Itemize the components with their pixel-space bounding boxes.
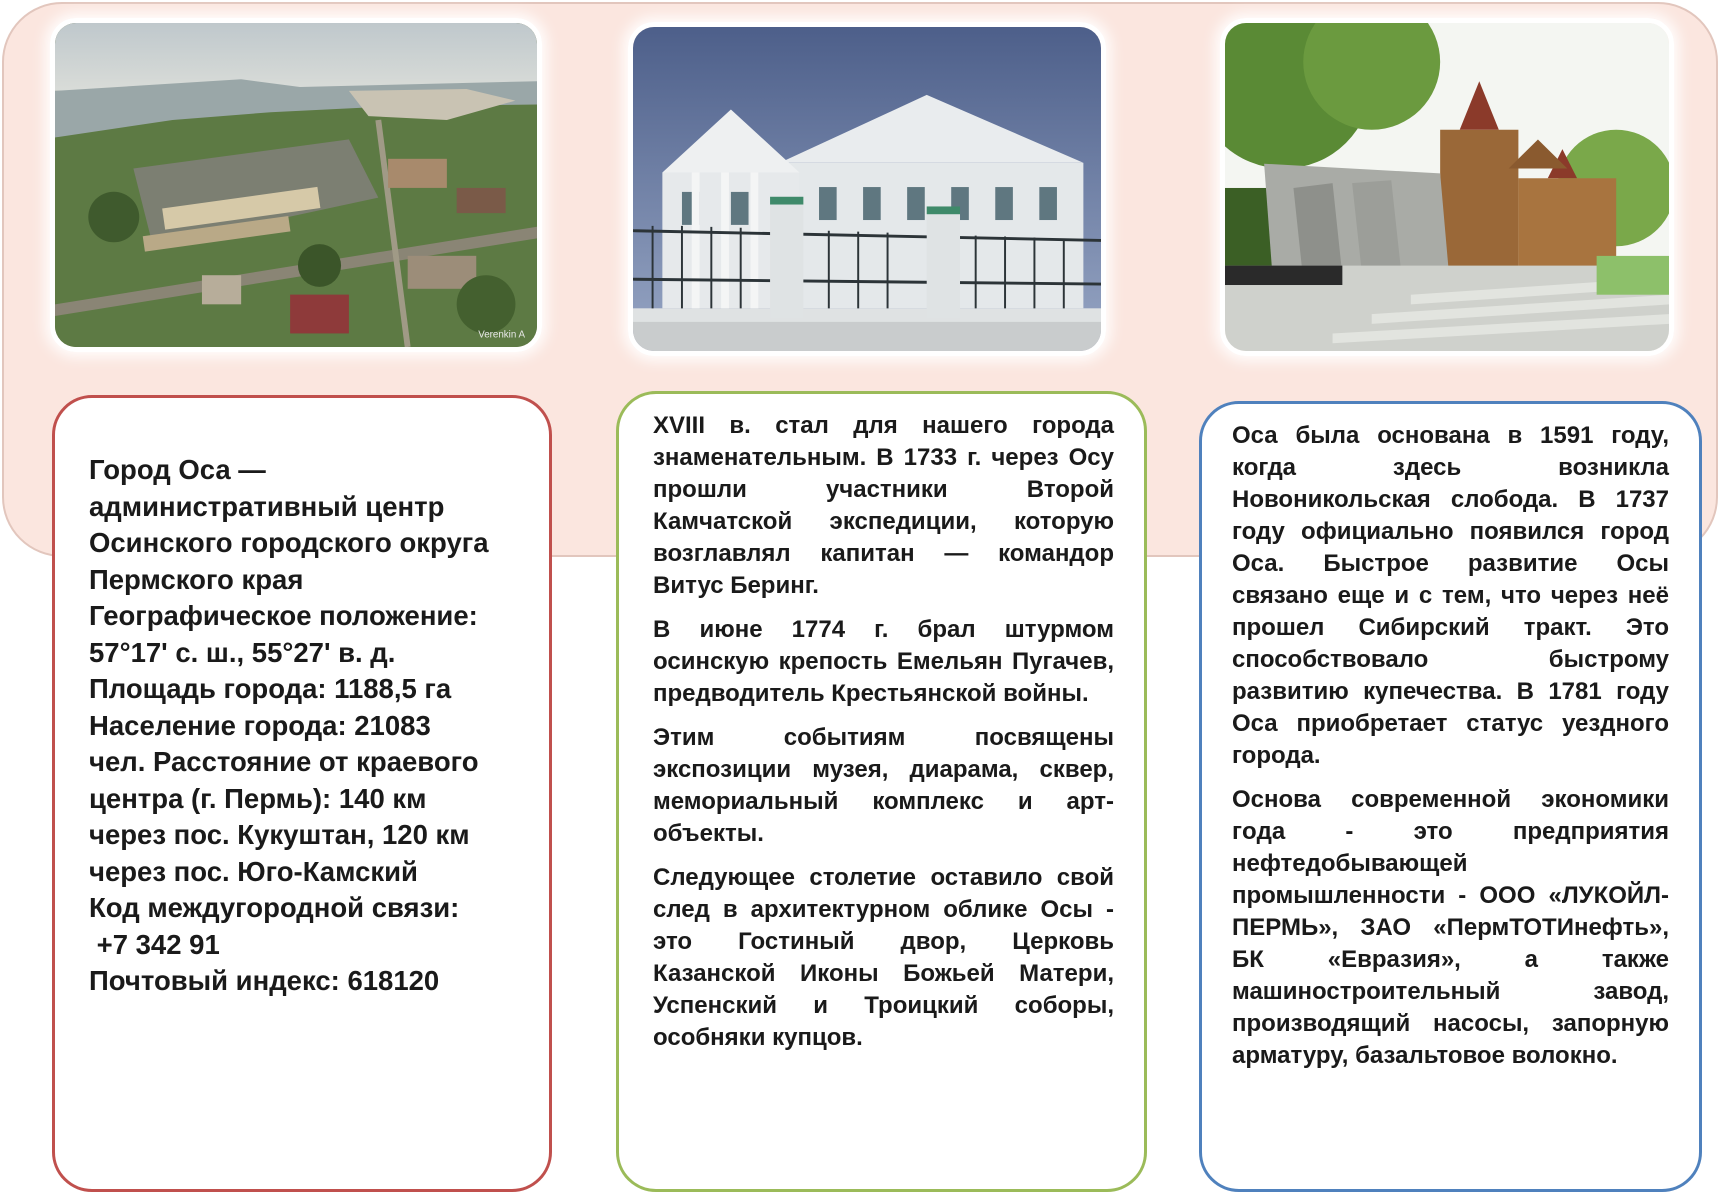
economy-card (1199, 401, 1702, 1192)
info-line: через пос. Юго-Камский (89, 855, 418, 887)
history-paragraph: В июне 1774 г. брал штурмом осинскую крепость Емельян Пугачев, предводитель Крестьянской войны. (653, 616, 1114, 707)
info-line: Почтовый индекс: 618120 (89, 965, 440, 996)
history-text (653, 410, 1114, 1066)
info-line: чел. Расстояние от краевого (89, 746, 479, 777)
info-line: Площадь города: 1188,5 га (89, 673, 452, 704)
memorial-photo (1220, 18, 1674, 356)
history-paragraph: Этим событиям посвящены экспозиции музея, диарама, сквер, мемориальный комплекс и арт-объекты. (653, 724, 1114, 847)
info-line: Город Оса — (89, 454, 266, 485)
history-card (616, 391, 1147, 1192)
city-info-text (89, 452, 529, 1000)
info-line: административный центр (89, 490, 445, 522)
history-paragraph: Следующее столетие оставило свой след в архитектурном облике Осы - это Гостиный двор, Церковь Казанской Иконы Божьей Матери, Успенский и Троицкий соборы, особняки купцов. (653, 864, 1114, 1051)
economy-text (1232, 420, 1669, 1084)
info-line: Географическое положение: (89, 600, 478, 631)
economy-paragraph: Основа современной экономики гoда - это предприятия нефтедобывающей промышленности - ООО «ЛУКОЙЛ-ПЕРМЬ», ЗАО «ПермТОТИнефть», БК «Евразия», а также машиностроительный завод, производящий насосы, запорную арматуру, базальтовое волокно. (1232, 786, 1669, 1069)
info-line: Население города: 21083 (89, 709, 431, 741)
mansion-photo (628, 22, 1106, 356)
history-paragraph: XVIII в. стал для нашего города знаменательным. В 1733 г. через Осу прошли участники Второй Камчатской экспедиции, которую возглавлял капитан — командор Витус Беринг. (653, 412, 1114, 599)
info-line: через пос. Кукуштан, 120 км (89, 819, 470, 850)
economy-paragraph: Оса была основана в 1591 году, когда здесь возникла Новоникольская слобода. В 1737 году официально появился город Оса. Быстрое развитие Осы связано еще и с тем, что через неё прошел Сибирский тракт. Это способствовало быстрому развитию купечества. В 1781 году Оса приобретает статус уездного города. (1232, 422, 1669, 769)
photo-watermark: Verenkin A (478, 329, 525, 341)
city-info-card (52, 395, 552, 1192)
info-line: 57°17' с. ш., 55°27' в. д. (89, 636, 396, 668)
aerial-town-photo (50, 18, 542, 352)
info-line: Пермского края (89, 563, 304, 595)
info-line: Код междугородной связи: (89, 892, 460, 923)
info-line: +7 342 91 (89, 928, 220, 960)
info-line: Осинского городского округа (89, 527, 489, 558)
info-line: центра (г. Пермь): 140 км (89, 782, 427, 814)
